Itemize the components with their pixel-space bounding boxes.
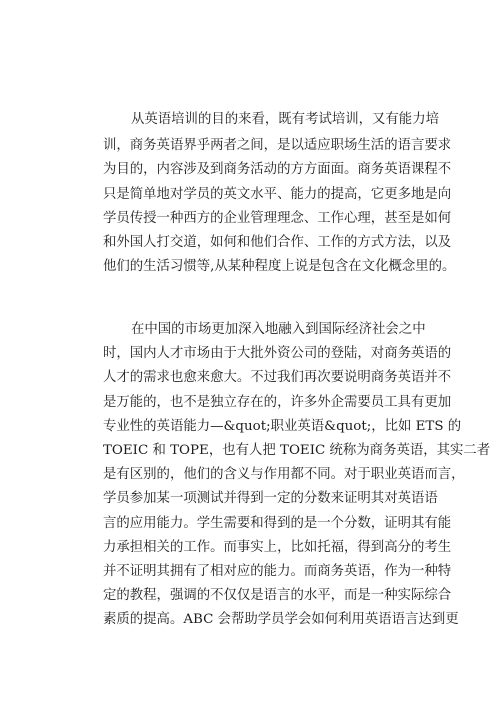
paragraph-line: 素质的提高。ABC 会帮助学员学会如何利用英语语言达到更 — [103, 612, 459, 627]
paragraph-line: 时，国内人才市场由于大批外资公司的登陆，对商务英语的 — [103, 346, 452, 361]
paragraph-line: 是万能的，也不是独立存在的，许多外企需要员工具有更加 — [103, 395, 452, 410]
paragraph-line: 和外国人打交道，如何和他们合作、工作的方式方法，以及 — [103, 235, 452, 250]
paragraph-line: 是有区别的，他们的含义与作用都不同。对于职业英语而言， — [103, 467, 465, 482]
paragraph-line: TOEIC 和 TOPE，也有人把 TOEIC 统称为商务英语，其实二者 — [103, 443, 491, 458]
paragraph-line: 学员传授一种西方的企业管理理念、工作心理，甚至是如何 — [103, 211, 452, 226]
paragraph-line: 人才的需求也愈来愈大。不过我们再次要说明商务英语并不 — [103, 370, 452, 385]
paragraph-line: 专业性的英语能力—&quot;职业英语&quot;，比如 ETS 的 — [103, 419, 462, 434]
paragraph-line: 学员参加某一项测试并得到一定的分数来证明其对英语语 — [103, 491, 438, 506]
paragraph-line: 训，商务英语界乎两者之间，是以适应职场生活的语言要求 — [103, 138, 452, 153]
paragraph-line: 他们的生活习惯等,从某种程度上说是包含在文化概念里的。 — [103, 259, 456, 274]
paragraph-line: 定的教程，强调的不仅仅是语言的水平，而是一种实际综合 — [103, 588, 452, 603]
paragraph-line: 从英语培训的目的来看，既有考试培训，又有能力培 — [131, 112, 439, 127]
paragraph-line: 言的应用能力。学生需要和得到的是一个分数，证明其有能 — [103, 516, 452, 531]
paragraph-line: 为目的，内容涉及到商务活动的方方面面。商务英语课程不 — [103, 162, 452, 177]
paragraph-line: 力承担相关的工作。而事实上，比如托福，得到高分的考生 — [103, 540, 452, 555]
paragraph-line: 在中国的市场更加深入地融入到国际经济社会之中 — [131, 322, 426, 337]
paragraph-line: 并不证明其拥有了相对应的能力。而商务英语，作为一种特 — [103, 564, 452, 579]
paragraph-line: 只是简单地对学员的英文水平、能力的提高，它更多地是向 — [103, 187, 452, 202]
